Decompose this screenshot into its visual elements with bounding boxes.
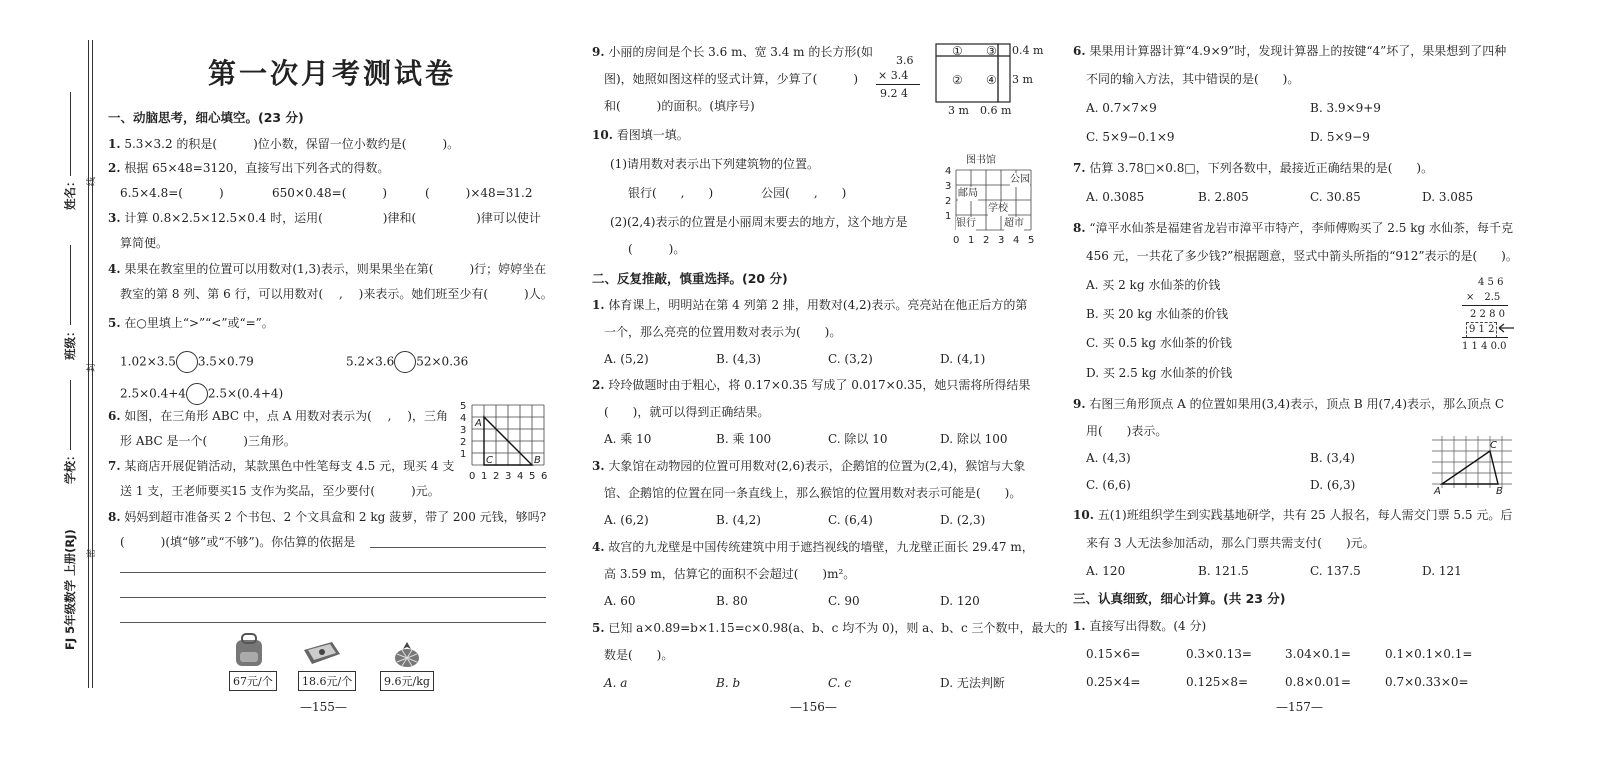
choice-q9-text: 右图三角形顶点 A 的位置如果用(3,4)表示，顶点 B 用(7,4)表示，那么顶点 C xyxy=(1089,397,1504,411)
choice-q2: 2. 玲玲做题时由于粗心，将 0.17×0.35 写成了 0.017×0.35，她只需将所得结果 xyxy=(592,378,1031,392)
choice-q8-opt-c[interactable]: C. 买 0.5 kg 水仙茶的价钱 xyxy=(1086,336,1232,350)
choice-q2-opt-d[interactable]: D. 除以 100 xyxy=(940,432,1008,446)
name-label: 姓名： xyxy=(63,175,77,210)
vert-line2: × 3.4 xyxy=(878,69,909,82)
q6-cont: 形 ABC 是一个( )三角形。 xyxy=(120,434,296,448)
answer-line[interactable] xyxy=(120,572,546,573)
svg-text:C: C xyxy=(1490,440,1497,451)
map-school: 学校 xyxy=(988,203,1008,214)
seal-seal-text: 封 xyxy=(87,362,97,372)
map-park: 公园 xyxy=(1010,174,1030,185)
svg-text:5: 5 xyxy=(1028,235,1035,246)
choice-q7: 7. 估算 3.78□×0.8□，下列各数中，最接近正确结果的是( )。 xyxy=(1073,161,1434,175)
choice-q7-opt-b[interactable]: B. 2.805 xyxy=(1198,190,1249,204)
q9-cont: 图)，她照如图这样的竖式计算，少算了( ) xyxy=(604,72,859,86)
vert2-rule1 xyxy=(1462,305,1508,306)
q7-text: 某商店开展促销活动，某款黑色中性笔每支 4.5 元，现买 4 支 xyxy=(124,459,455,473)
choice-q2-opt-a[interactable]: A. 乘 10 xyxy=(604,432,652,446)
q3: 3. 计算 0.8×2.5×12.5×0.4 时，运用( )律和( )律可以使计 xyxy=(108,211,541,225)
q10-2-blank: ( )。 xyxy=(628,242,686,256)
room-area-1: ① xyxy=(952,44,963,58)
seal-secret-text: 密 xyxy=(87,548,97,558)
pencil-case-price: 18.6元/个 xyxy=(298,671,356,691)
svg-text:5: 5 xyxy=(529,471,536,482)
choice-q5-opt-c[interactable]: C. c xyxy=(828,676,852,690)
choice-q3-text: 大象馆在动物园的位置可用数对(2,6)表示，企鹅馆的位置为(2,4)，猴馆与大象 xyxy=(608,459,1026,473)
svg-text:2: 2 xyxy=(945,196,952,207)
class-label: 班级： xyxy=(63,325,77,360)
svg-text:4: 4 xyxy=(517,471,524,482)
choice-q1-opt-d[interactable]: D. (4,1) xyxy=(940,352,986,366)
school-label: 学校： xyxy=(63,449,77,484)
svg-text:1: 1 xyxy=(968,235,975,246)
choice-q2-opt-c[interactable]: C. 除以 10 xyxy=(828,432,888,446)
choice-q4-opt-b[interactable]: B. 80 xyxy=(716,594,748,608)
answer-line[interactable] xyxy=(120,622,546,623)
q8-text: 妈妈到超市准备买 2 个书包、2 个文具盒和 2 kg 菠萝，带了 200 元钱，够吗? xyxy=(124,510,547,524)
choice-q7-opt-d[interactable]: D. 3.085 xyxy=(1422,190,1474,204)
choice-q1-opt-b[interactable]: B. (4,3) xyxy=(716,352,761,366)
page-title: 第一次月考测试卷 xyxy=(208,57,457,90)
calc-item[interactable]: 0.7×0.33×0= xyxy=(1385,675,1469,689)
choice-q9-opt-b[interactable]: B. (3,4) xyxy=(1310,451,1355,465)
choice-q10-cont: 来有 3 人无法参加活动，那么门票共需支付( )元。 xyxy=(1086,536,1375,550)
svg-text:2: 2 xyxy=(493,471,500,482)
vert2-line4-boxed: 9 1 2 xyxy=(1466,322,1497,338)
backpack-icon xyxy=(232,632,266,668)
page-number-156: —156— xyxy=(790,700,837,714)
svg-text:A: A xyxy=(1434,486,1441,496)
choice-q1-text: 体育课上，明明站在第 4 列第 2 排，用数对(4,2)表示。亮亮站在他正后方的第 xyxy=(608,298,1028,312)
q9-text: 小丽的房间是个长 3.6 m、宽 3.4 m 的长方形(如 xyxy=(608,45,874,59)
q8: 8. 妈妈到超市准备买 2 个书包、2 个文具盒和 2 kg 菠萝，带了 200 元钱，够吗? xyxy=(108,510,547,524)
choice-q8-text: “漳平水仙茶是福建省龙岩市漳平市特产，李师傅购买了 2.5 kg 水仙茶，每千克 xyxy=(1089,221,1513,235)
section2-heading: 二、反复推敲，慎重选择。(20 分) xyxy=(592,271,788,286)
svg-text:B: B xyxy=(1496,486,1503,496)
choice-q9-opt-a[interactable]: A. (4,3) xyxy=(1086,451,1131,465)
svg-text:3: 3 xyxy=(945,181,952,192)
choice-q5-opt-b[interactable]: B. b xyxy=(716,676,741,690)
choice-q1: 1. 体育课上，明明站在第 4 列第 2 排，用数对(4,2)表示。亮亮站在他正后方的第 xyxy=(592,298,1028,312)
choice-q4-cont: 高 3.59 m，估算它的面积不会超过( )m²。 xyxy=(604,567,856,581)
choice-q9-cont: 用( )表示。 xyxy=(1086,424,1168,438)
choice-q1-cont: 一个，那么亮亮的位置用数对表示为( )。 xyxy=(604,325,842,339)
choice-q8-cont: 456 元，一共花了多少钱?”根据题意，竖式中箭头所指的“912”表示的是( )。 xyxy=(1086,249,1518,263)
choice-q1-opt-c[interactable]: C. (3,2) xyxy=(828,352,873,366)
class-blank xyxy=(70,245,71,325)
svg-text:5: 5 xyxy=(460,401,467,412)
compare-circle[interactable] xyxy=(176,351,198,373)
choice-q5-text: 已知 a×0.89=b×1.15=c×0.98(a、b、c 均不为 0)，则 a、b、c 三个数中，最大的 xyxy=(608,621,1068,635)
choice-q7-opt-a[interactable]: A. 0.3085 xyxy=(1086,190,1145,204)
calc-item[interactable]: 0.3×0.13= xyxy=(1186,647,1252,661)
q3-cont: 算简便。 xyxy=(120,236,169,250)
q2-text: 根据 65×48=3120，直接写出下列各式的得数。 xyxy=(124,161,390,175)
choice-q6-cont: 不同的输入方法，其中错误的是( )。 xyxy=(1086,72,1300,86)
calc-q1: 1. 直接写出得数。(4 分) xyxy=(1073,619,1207,633)
choice-q2-opt-b[interactable]: B. 乘 100 xyxy=(716,432,772,446)
vert2-rule2 xyxy=(1462,337,1508,338)
svg-text:4: 4 xyxy=(945,166,952,177)
section1-heading: 一、动脑思考，细心填空。(23 分) xyxy=(108,110,304,125)
q1: 1. 5.3×3.2 的积是( )位小数，保留一位小数约是( )。 xyxy=(108,137,460,151)
pineapple-price: 9.6元/kg xyxy=(380,671,434,691)
choice-q3-cont: 馆、企鹅馆的位置在同一条直线上，那么猴馆的位置用数对表示可能是( )。 xyxy=(604,486,1022,500)
calc-item[interactable]: 3.04×0.1= xyxy=(1285,647,1351,661)
choice-q6-text: 果果用计算器计算“4.9×9”时，发现计算器上的按键“4”坏了，果果想到了四种 xyxy=(1089,44,1507,58)
choice-q7-opt-c[interactable]: C. 30.85 xyxy=(1310,190,1361,204)
choice-q5-opt-d[interactable]: D. 无法判断 xyxy=(940,676,1005,690)
svg-text:4: 4 xyxy=(1013,235,1020,246)
choice-q4-opt-d[interactable]: D. 120 xyxy=(940,594,980,608)
choice-q6: 6. 果果用计算器计算“4.9×9”时，发现计算器上的按键“4”坏了，果果想到了四种 xyxy=(1073,44,1507,58)
calc-item[interactable]: 0.8×0.01= xyxy=(1285,675,1351,689)
q2b: 650×0.48=( ) xyxy=(272,186,388,200)
choice-q8: 8. “漳平水仙茶是福建省龙岩市漳平市特产，李师傅购买了 2.5 kg 水仙茶，每千克 xyxy=(1073,221,1513,235)
choice-q7-text: 估算 3.78□×0.8□，下列各数中，最接近正确结果的是( )。 xyxy=(1089,161,1434,175)
vert-line1: 3.6 xyxy=(896,54,914,67)
compare-circle[interactable] xyxy=(186,383,208,405)
q7-cont: 送 1 支，王老师要买15 支作为奖品，至少要付( )元。 xyxy=(120,484,440,498)
room-dim-0.6m: 0.6 m xyxy=(980,104,1012,117)
q5c xyxy=(120,383,283,405)
svg-text:A: A xyxy=(475,418,482,429)
choice-q10-opt-d[interactable]: D. 121 xyxy=(1422,564,1462,578)
svg-text:1: 1 xyxy=(460,449,467,460)
book-label: FJ 5年级数学 上册(RJ) xyxy=(63,529,77,650)
vert2-line3: 2 2 8 0 xyxy=(1470,309,1505,320)
choice-q6-opt-b[interactable]: B. 3.9×9+9 xyxy=(1310,101,1381,115)
choice-q3: 3. 大象馆在动物园的位置可用数对(2,6)表示，企鹅馆的位置为(2,4)，猴馆与大象 xyxy=(592,459,1026,473)
q10-text: 看图填一填。 xyxy=(616,128,689,142)
svg-text:2: 2 xyxy=(460,437,467,448)
calc-q1-text: 直接写出得数。(4 分) xyxy=(1089,619,1207,633)
compare-circle[interactable] xyxy=(394,351,416,373)
answer-line[interactable] xyxy=(370,547,546,548)
choice-q4: 4. 故宫的九龙壁是中国传统建筑中用于遮挡视线的墙壁，九龙壁正面长 29.47 m， xyxy=(592,540,1034,554)
svg-text:0: 0 xyxy=(469,471,476,482)
map-bank: 银行 xyxy=(956,218,976,229)
choice-q6-opt-a[interactable]: A. 0.7×7×9 xyxy=(1086,101,1157,115)
triangle-abc-figure xyxy=(1428,434,1514,496)
q5b xyxy=(346,351,468,373)
room-area-3: ③ xyxy=(986,44,997,58)
school-blank xyxy=(70,380,71,450)
q5c-right: 2.5×(0.4+4) xyxy=(207,386,284,401)
section3-heading: 三、认真细致，细心计算。(共 23 分) xyxy=(1073,591,1286,606)
q6: 6. 如图，在三角形 ABC 中，点 A 用数对表示为( , )，三角 xyxy=(108,409,448,423)
choice-q4-opt-c[interactable]: C. 90 xyxy=(828,594,860,608)
svg-text:C: C xyxy=(486,455,493,466)
calc-item[interactable]: 0.1×0.1×0.1= xyxy=(1385,647,1473,661)
q9-cont2: 和( )的面积。(填序号) xyxy=(604,99,755,113)
choice-q10: 10. 五(1)班组织学生到实践基地研学，共有 25 人报名，每人需交门票 5.5 元。后 xyxy=(1073,508,1513,522)
svg-text:4: 4 xyxy=(460,413,467,424)
q10-2: (2)(2,4)表示的位置是小丽周末要去的地方，这个地方是 xyxy=(610,215,908,229)
q4: 4. 果果在教室里的位置可以用数对(1,3)表示，则果果坐在第( )行；婷婷坐在 xyxy=(108,262,547,276)
svg-text:6: 6 xyxy=(541,471,548,482)
calc-item[interactable]: 0.15×6= xyxy=(1086,647,1141,661)
q2a: 6.5×4.8=( ) xyxy=(120,186,224,200)
vert2-line2: × 2.5 xyxy=(1466,292,1501,303)
q2c: ( )×48=31.2 xyxy=(425,186,533,200)
q10-1-blanks: 银行( , ) 公园( , ) xyxy=(628,186,847,200)
choice-q2-cont: ( )，就可以得到正确结果。 xyxy=(604,405,770,419)
choice-q1-opt-a[interactable]: A. (5,2) xyxy=(604,352,649,366)
choice-q5-cont: 数是( )。 xyxy=(604,648,674,662)
q5b-left: 5.2×3.6 xyxy=(346,354,395,369)
choice-q5-opt-a[interactable]: A. a xyxy=(604,676,628,690)
q8-cont: ( )(填“够”或“不够”)。你估算的依据是 xyxy=(120,535,356,549)
room-area-4: ④ xyxy=(986,73,997,87)
page-number-155: —155— xyxy=(300,700,347,714)
q2: 2. 根据 65×48=3120，直接写出下列各式的得数。 xyxy=(108,161,390,175)
q5-text: 在○里填上“>”“<”或“=”。 xyxy=(124,316,274,330)
choice-q8-opt-d[interactable]: D. 买 2.5 kg 水仙茶的价钱 xyxy=(1086,366,1233,380)
svg-text:1: 1 xyxy=(481,471,488,482)
pineapple-icon xyxy=(392,640,422,668)
room-dim-3m-bottom: 3 m xyxy=(948,104,969,117)
q5b-right: 52×0.36 xyxy=(416,354,469,369)
q5a xyxy=(120,351,254,373)
map-post: 邮局 xyxy=(958,188,978,199)
choice-q4-opt-a[interactable]: A. 60 xyxy=(604,594,636,608)
vert-line3: 9.2 4 xyxy=(880,87,908,100)
choice-q5: 5. 已知 a×0.89=b×1.15=c×0.98(a、b、c 均不为 0)，则 a、b、c 三个数中，最大的 xyxy=(592,621,1068,635)
choice-q10-opt-a[interactable]: A. 120 xyxy=(1086,564,1126,578)
q7: 7. 某商店开展促销活动，某款黑色中性笔每支 4.5 元，现买 4 支 xyxy=(108,459,455,473)
q5a-right: 3.5×0.79 xyxy=(197,354,254,369)
arrow-left-icon xyxy=(1496,322,1516,334)
backpack-price: 67元/个 xyxy=(229,671,277,691)
pencil-case-icon xyxy=(302,640,342,666)
choice-q3-opt-b[interactable]: B. (4,2) xyxy=(716,513,761,527)
q1-text: 5.3×3.2 的积是( )位小数，保留一位小数约是( )。 xyxy=(124,137,460,151)
choice-q3-opt-a[interactable]: A. (6,2) xyxy=(604,513,649,527)
choice-q9: 9. 右图三角形顶点 A 的位置如果用(3,4)表示，顶点 B 用(7,4)表示，那么顶点 C xyxy=(1073,397,1504,411)
svg-text:3: 3 xyxy=(998,235,1005,246)
room-dim-0.4m: 0.4 m xyxy=(1012,44,1044,57)
choice-q8-opt-a[interactable]: A. 买 2 kg 水仙茶的价钱 xyxy=(1086,278,1221,292)
choice-q9-opt-d[interactable]: D. (6,3) xyxy=(1310,478,1356,492)
svg-text:B: B xyxy=(534,455,541,466)
vert-rule xyxy=(876,84,920,85)
seal-line-text: 线 xyxy=(87,176,97,186)
map-library: 图书馆 xyxy=(966,155,996,166)
choice-q6-opt-d[interactable]: D. 5×9−9 xyxy=(1310,130,1370,144)
q10-1: (1)请用数对表示出下列建筑物的位置。 xyxy=(610,157,819,171)
vert2-line5: 1 1 4 0.0 xyxy=(1462,341,1507,352)
choice-q10-opt-b[interactable]: B. 121.5 xyxy=(1198,564,1249,578)
choice-q6-opt-c[interactable]: C. 5×9−0.1×9 xyxy=(1086,130,1175,144)
q4-text: 果果在教室里的位置可以用数对(1,3)表示，则果果坐在第( )行；婷婷坐在 xyxy=(124,262,547,276)
page-number-157: —157— xyxy=(1276,700,1323,714)
q5a-left: 1.02×3.5 xyxy=(120,354,176,369)
answer-line[interactable] xyxy=(120,597,546,598)
choice-q3-opt-c[interactable]: C. (6,4) xyxy=(828,513,873,527)
room-dim-3m-right: 3 m xyxy=(1012,73,1033,86)
q6-text: 如图，在三角形 ABC 中，点 A 用数对表示为( , )，三角 xyxy=(124,409,448,423)
svg-text:1: 1 xyxy=(945,211,952,222)
calc-item[interactable]: 0.125×8= xyxy=(1186,675,1249,689)
room-area-2: ② xyxy=(952,73,963,87)
q9: 9. 小丽的房间是个长 3.6 m、宽 3.4 m 的长方形(如 xyxy=(592,45,874,59)
choice-q3-opt-d[interactable]: D. (2,3) xyxy=(940,513,986,527)
choice-q10-text: 五(1)班组织学生到实践基地研学，共有 25 人报名，每人需交门票 5.5 元。后 xyxy=(1097,508,1513,522)
q4-cont: 教室的第 8 列、第 6 行，可以用数对( , )来表示。她们班至少有( )人。 xyxy=(120,287,553,301)
q3-text: 计算 0.8×2.5×12.5×0.4 时，运用( )律和( )律可以使计 xyxy=(124,211,541,225)
svg-text:0: 0 xyxy=(953,235,960,246)
choice-q8-opt-b[interactable]: B. 买 20 kg 水仙茶的价钱 xyxy=(1086,307,1229,321)
svg-text:3: 3 xyxy=(505,471,512,482)
map-market: 超市 xyxy=(1004,218,1024,229)
q5: 5. 在○里填上“>”“<”或“=”。 xyxy=(108,316,274,330)
choice-q10-opt-c[interactable]: C. 137.5 xyxy=(1310,564,1361,578)
q10: 10. 看图填一填。 xyxy=(592,128,689,142)
svg-text:3: 3 xyxy=(460,425,467,436)
choice-q9-opt-c[interactable]: C. (6,6) xyxy=(1086,478,1131,492)
choice-q4-text: 故宫的九龙壁是中国传统建筑中用于遮挡视线的墙壁，九龙壁正面长 29.47 m， xyxy=(608,540,1034,554)
triangle-grid-figure xyxy=(458,400,553,484)
calc-item[interactable]: 0.25×4= xyxy=(1086,675,1141,689)
vert2-line1: 4 5 6 xyxy=(1478,277,1504,288)
name-blank xyxy=(70,92,71,176)
q5c-left: 2.5×0.4+4 xyxy=(120,386,186,401)
svg-text:2: 2 xyxy=(983,235,990,246)
choice-q2-text: 玲玲做题时由于粗心，将 0.17×0.35 写成了 0.017×0.35，她只需将所得结果 xyxy=(608,378,1031,392)
